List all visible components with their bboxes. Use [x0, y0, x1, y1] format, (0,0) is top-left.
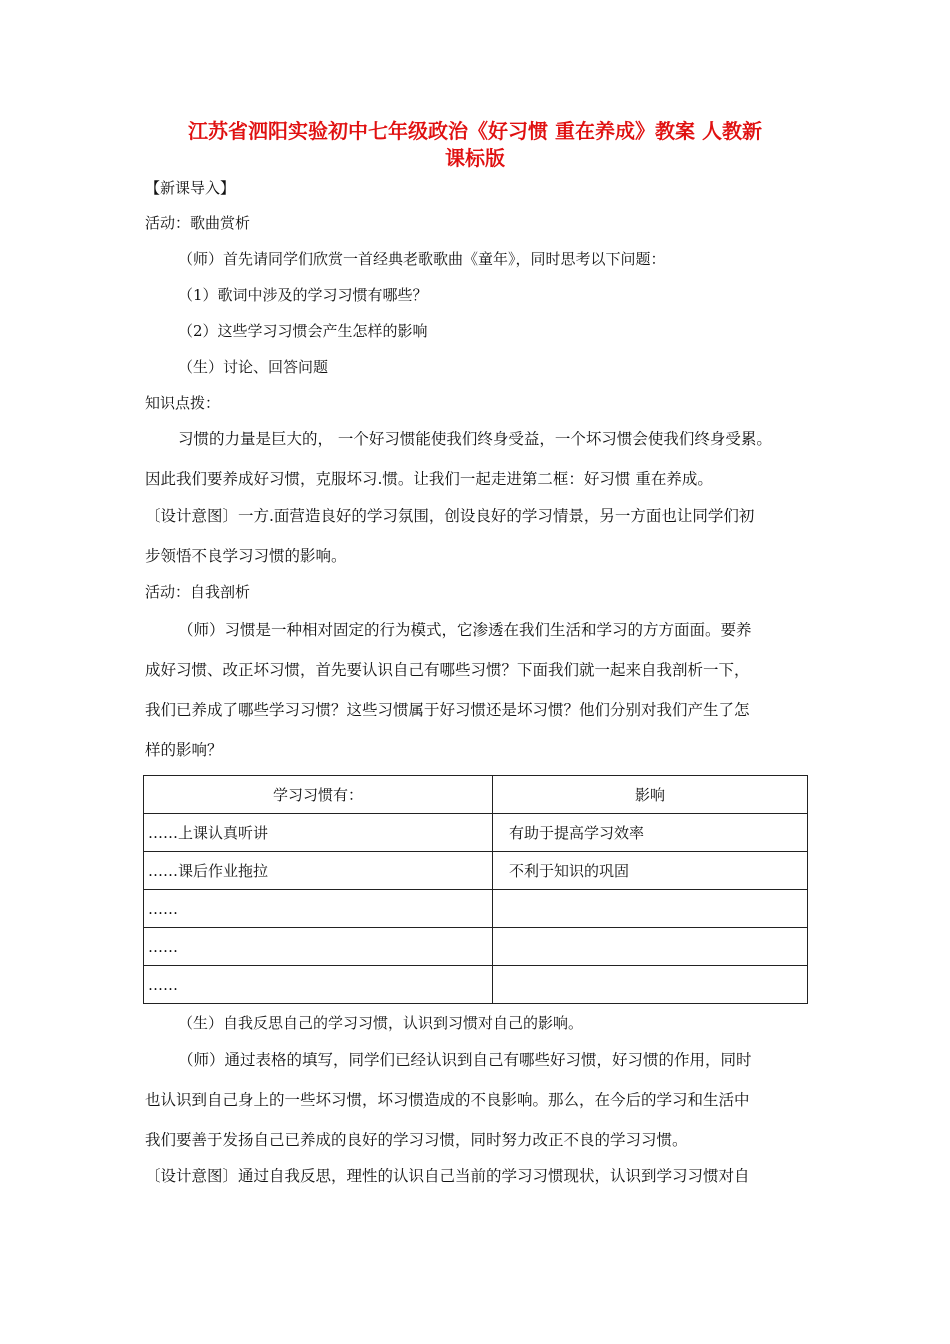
- paragraph-teacher-3-line-2: 也认识到自己身上的一些坏习惯，坏习惯造成的不良影响。那么，在今后的学习和生活中: [145, 1091, 750, 1109]
- paragraph-student-2: （生）自我反思自己的学习习惯，认识到习惯对自己的影响。: [178, 1014, 584, 1032]
- document-title: [130, 118, 820, 172]
- table-cell: ……上课认真听讲: [144, 814, 493, 852]
- knowledge-line-1: 习惯的力量是巨大的， 一个好习惯能使我们终身受益，一个坏习惯会使我们终身受累。: [178, 430, 772, 448]
- title-line-1: 江苏省泗阳实验初中七年级政治《好习惯 重在养成》教案 人教新: [188, 119, 762, 143]
- habit-table: [143, 775, 808, 1004]
- design-intent-1-line-1: 〔设计意图〕一方.面营造良好的学习氛围，创设良好的学习情景，另一方面也让同学们初: [145, 507, 755, 525]
- paragraph-teacher-3-line-3: 我们要善于发扬自己已养成的良好的学习习惯，同时努力改正不良的学习习惯。: [145, 1131, 688, 1149]
- table-cell: ……: [144, 966, 493, 1004]
- activity-heading-2: 活动：自我剖析: [145, 583, 251, 601]
- paragraph-teacher-2-line-1: （师）习惯是一种相对固定的行为模式，它渗透在我们生活和学习的方方面面。要养: [178, 621, 752, 639]
- table-row: [144, 852, 808, 890]
- table-cell: 不利于知识的巩固: [493, 852, 808, 890]
- table-cell: ……: [144, 928, 493, 966]
- table-row: [144, 966, 808, 1004]
- table-header-cell: 学习习惯有：: [144, 776, 493, 814]
- question-1: （1）歌词中涉及的学习习惯有哪些？: [178, 286, 428, 304]
- table-row: [144, 890, 808, 928]
- question-2: （2）这些学习习惯会产生怎样的影响: [178, 322, 428, 340]
- paragraph-teacher-1: （师）首先请同学们欣赏一首经典老歌歌曲《童年》，同时思考以下问题：: [178, 250, 666, 268]
- paragraph-teacher-2-line-3: 我们已养成了哪些学习习惯？这些习惯属于好习惯还是坏习惯？他们分别对我们产生了怎: [145, 701, 750, 719]
- section-heading-intro: 【新课导入】: [145, 179, 236, 197]
- title-line-2: 课标版: [445, 146, 505, 170]
- table-cell: [493, 928, 808, 966]
- table-cell: [493, 890, 808, 928]
- table-cell: 有助于提高学习效率: [493, 814, 808, 852]
- table-cell: [493, 966, 808, 1004]
- table-header-row: [144, 776, 808, 814]
- paragraph-teacher-2-line-2: 成好习惯、改正坏习惯，首先要认识自己有哪些习惯？下面我们就一起来自我剖析一下，: [145, 661, 750, 679]
- paragraph-teacher-3-line-1: （师）通过表格的填写，同学们已经认识到自己有哪些好习惯，好习惯的作用，同时: [178, 1051, 752, 1069]
- knowledge-label: 知识点拨：: [145, 394, 221, 412]
- activity-heading-1: 活动：歌曲赏析: [145, 214, 251, 232]
- design-intent-2-line-1: 〔设计意图〕通过自我反思，理性的认识自己当前的学习习惯现状，认识到学习习惯对自: [145, 1167, 750, 1185]
- table-cell: ……课后作业拖拉: [144, 852, 493, 890]
- design-intent-1-line-2: 步领悟不良学习习惯的影响。: [145, 547, 347, 565]
- paragraph-teacher-2-line-4: 样的影响？: [145, 741, 223, 759]
- table-row: [144, 814, 808, 852]
- table-header-cell: 影响: [493, 776, 808, 814]
- table-cell: ……: [144, 890, 493, 928]
- knowledge-line-2: 因此我们要养成好习惯，克服坏习.惯。让我们一起走进第二框：好习惯 重在养成。: [145, 470, 713, 488]
- paragraph-student-1: （生）讨论、回答问题: [178, 358, 329, 376]
- table-row: [144, 928, 808, 966]
